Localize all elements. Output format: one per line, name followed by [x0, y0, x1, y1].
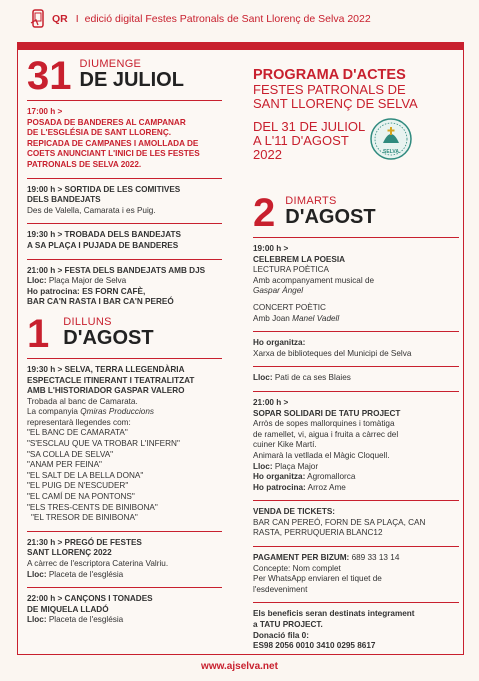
legend-item: "ANAM PER FEINA" — [27, 460, 102, 470]
divider — [27, 178, 222, 179]
legend-item: "EL SALT DE LA BELLA DONA" — [27, 470, 144, 480]
right-column — [253, 58, 459, 659]
divider — [27, 587, 222, 588]
program-dates: DEL 31 DE JULIOL — [253, 119, 366, 134]
legend-item: "EL PUIG DE N'ESCUDER" — [27, 481, 129, 491]
event: Ho organitza: Xarxa de biblioteques del Municipi de Selva — [253, 338, 412, 358]
day-1-header — [27, 311, 222, 356]
legend-item: "EL TRESOR DE BINIBONA" — [31, 513, 138, 523]
separator: I — [75, 13, 79, 25]
top-bar — [30, 8, 371, 30]
event: 21:30 h > PREGÓ DE FESTES SANT LLORENÇ 2022 A càrrec de l'escriptora Caterina Valriu. Lloc: Placeta de l'església — [27, 537, 169, 579]
divider — [27, 100, 222, 101]
divider — [27, 259, 222, 260]
divider — [253, 546, 459, 547]
left-column — [27, 54, 222, 633]
day-number: 2 — [253, 191, 276, 235]
event: 19:30 h > SELVA, TERRA LLEGENDÀRIA ESPECTACLE ITINERANT I TEATRALITZAT AMB L'HISTORIADOR GASPAR VALERO Trobada al banc de Camarata. La companyia Qmiras Produccions representarà llegendes com: "EL BANC DE CAMARATA" "S'ESCLAU QUE VA TROBAR L'INFERN" "SA COLLA DE SELVA" "ANAM PER FEINA" "EL SALT DE LA BELLA DONA" "EL PUIG DE N'ESCUDER" "EL CAMÍ DE NA PONTONS" "ELS TRES-CENTS DE BINIBONA" "EL TRESOR DE BINIBONA" — [27, 365, 222, 524]
day-2-header — [253, 191, 459, 235]
svg-text:SELVA: SELVA — [383, 149, 399, 155]
divider — [27, 358, 222, 359]
phone-qr-icon — [30, 9, 46, 29]
day-name: DIUMENGE — [79, 58, 142, 70]
event: VENDA DE TICKETS: BAR CAN PEREÓ, FORN DE SA PLAÇA, CAN RASTA, PERRUQUERIA BLANC12 — [253, 507, 426, 538]
program-subtitle: FESTES PATRONALS DE — [253, 82, 406, 97]
day-name: DIMARTS — [285, 195, 337, 207]
divider — [253, 602, 459, 603]
month: D'AGOST — [63, 326, 154, 349]
event: 19:30 h > TROBADA DELS BANDEJATS A SA PLAÇA I PUJADA DE BANDERES — [27, 230, 181, 250]
legend-item: "EL CAMÍ DE NA PONTONS" — [27, 492, 135, 502]
event: 22:00 h > CANÇONS I TONADES DE MIQUELA LLADÓ Lloc: Placeta de l'església — [27, 594, 153, 625]
legend-item: "S'ESCLAU QUE VA TROBAR L'INFERN" — [27, 439, 180, 449]
event: 17:00 h > POSADA DE BANDERES AL CAMPANAR DE L'ESGLÉSIA DE SANT LLORENÇ. REPICADA DE CAMPANES I AMOLLADA DE COETS ANUNCIANT L'INICI DE LES FESTES PATRONALS DE SELVA 2022. — [27, 107, 200, 169]
divider — [253, 500, 459, 501]
program-dates: 2022 — [253, 147, 282, 162]
header-title: edició digital Festes Patronals de Sant Llorenç de Selva 2022 — [84, 13, 371, 25]
month: D'AGOST — [285, 206, 376, 228]
day-number: 1 — [27, 311, 50, 356]
day-name: DILLUNS — [63, 315, 112, 328]
month: DE JULIOL — [79, 69, 184, 91]
event: 19:00 h > SORTIDA DE LES COMITIVES DELS BANDEJATS Des de Valella, Camarata i es Puig. — [27, 184, 181, 215]
footer-url[interactable]: www.ajselva.net — [201, 661, 278, 672]
program-title: PROGRAMA D'ACTES — [253, 67, 406, 83]
program-dates: A L'11 D'AGOST — [253, 133, 349, 148]
divider — [27, 531, 222, 532]
event: Els beneficis seran destinats integrament a TATU PROJECT. Donació fila 0: ES98 2056 0010 3410 0295 8617 — [253, 609, 415, 651]
event: 21:00 h > FESTA DELS BANDEJATS AMB DJS Lloc: Plaça Major de Selva Ho patrocina: ES FORN CAFÈ, BAR CA'N RASTA I BAR CA'N PEREÓ — [27, 265, 206, 307]
day-31-header — [27, 54, 222, 98]
divider — [253, 237, 459, 238]
divider — [27, 223, 222, 224]
legend-item: "ELS TRES-CENTS DE BINIBONA" — [27, 502, 158, 512]
day-number: 31 — [27, 54, 72, 98]
legend-item: "EL BANC DE CAMARATA" — [27, 428, 128, 438]
program-subtitle: SANT LLORENÇ DE SELVA — [253, 96, 418, 111]
divider — [253, 391, 459, 392]
selva-logo — [369, 117, 413, 161]
divider — [253, 366, 459, 367]
event: 19:00 h > CELEBREM LA POESIA LECTURA POÈTICA Amb acompanyament musical de Gaspar Àngel CONCERT POÈTIC Amb Joan Manel Vadell — [253, 244, 375, 323]
qr-label: QR — [52, 13, 68, 25]
event: 21:00 h > SOPAR SOLIDARI DE TATU PROJECT Arròs de sopes mallorquines i tomàtiga de ramellet, vi, aigua i fruita a càrrec del cuiner Kike Martí. Animarà la vetllada el Màgic Cloquell. Lloc: Plaça Major Ho organitza: Agromallorca Ho patrocina: Arroz Ame — [253, 397, 401, 492]
event: Lloc: Pati de ca ses Blaies — [253, 373, 351, 383]
divider — [253, 331, 459, 332]
legend-item: "SA COLLA DE SELVA" — [27, 449, 114, 459]
event: PAGAMENT PER BIZUM: 689 33 13 14 Concepte: Nom complet Per WhatsApp enviaren el tiquet de l'esdeveniment — [253, 553, 400, 594]
